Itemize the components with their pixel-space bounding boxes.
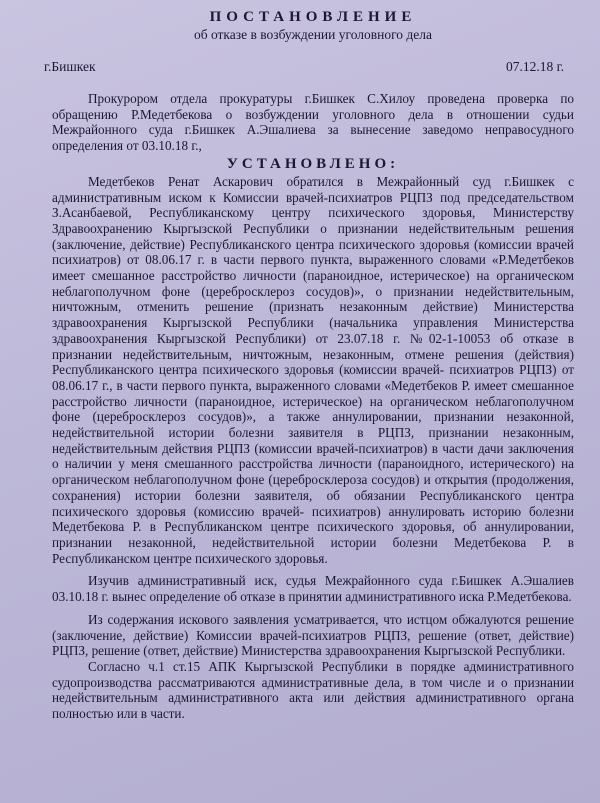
document-title: ПОСТАНОВЛЕНИЕ xyxy=(209,9,417,25)
paragraph-claim: Медетбеков Ренат Аскарович обратился в Межрайонный суд г.Бишкек с административным иском к Комиссии врачей-психиатров РЦПЗ под председательством З.Асанбаевой, Республиканскому центру психического здоровья, Министерству Здравоохранению Кыргызской Республики о признании недействительным решения (заключение, действие) Республиканского центра психического здоровья (комиссии врачей психиатров) от 08.06.17 г. в части первого пункта, выраженного словами «Р.Медетбеков имеет смешанное расстройство личности (параноидное, истерическое) на органическом неблагополучном фоне (церебросклероз сосудов)», о признании недействительным, ничтожным, отменить решение (признать незаконным действие) Министерства здравоохранения Кыргызской Республики (начальника управления Министерства здравоохранения Кыргызской Республики) от 23.07.18 г. №02-1-10053 об отказе в признании недействительным, ничтожным, незаконным, отмене решения (действия) Республиканского центра психического здоровья (комиссии врачей- психиатров РЦПЗ) от 08.06.17 г., в части первого пункта, выраженного словами «Медетбеков Р. имеет смешанное расстройство личности (параноидное, истерическое) на органическом неблагополучном фоне (церебросклероз сосудов)», а также аннулировании, признании незаконной, недействительной истории болезни заявителя в РЦПЗ, признании незаконным, недействительным действия РЦПЗ (комиссии врачей-психиатров) в части дачи заключения о наличии у меня смешанного расстройства личности (параноидного, истерического) на органическом неблагополучном фоне (церебросклероза сосудов) и открытия (продолжения, сохранения) истории болезни заявителя, об обязании Республиканского центра психического здоровья (комиссию врачей- психиатров) аннулировать историю болезни Медетбекова Р. в Республиканском центре психического здоровья, об аннулировании, признании незаконной, недействительной истории болезни Медетбекова Р. в Республиканском центре психического здоровья. xyxy=(52,173,574,566)
paragraph-law-reference: Согласно ч.1 ст.15 АПК Кыргызской Республики в порядке административного судопроизводства рассматриваются административные дела, в том числе и о признании недействительным административного акта или действия административного органа полностью или в части. xyxy=(52,658,574,722)
paragraph-ruling: Изучив административный иск, судья Межрайонного суда г.Бишкек А.Эшалиев 03.10.18 г. вынес определение об отказе в принятии административного иска Р.Медетбекова. xyxy=(52,573,574,605)
intro-paragraph: Прокурором отдела прокуратуры г.Бишкек С.Хилоу проведена проверка по обращению Р.Медетбекова о возбуждении уголовного дела в отношении судьи Межрайонного суда г.Бишкек А.Эшалиева за вынесение заведомо неправосудного определения от 03.10.18 г., xyxy=(52,91,574,154)
document-subtitle: об отказе в возбуждении уголовного дела xyxy=(193,27,433,42)
document-place: г.Бишкек xyxy=(44,59,96,74)
paragraph-claim-content: Из содержания искового заявления усматривается, что истцом обжалуются решение (заключение, действие) Комиссии врачей-психиатров РЦПЗ, решение (ответ, действие) РЦПЗ, решение (ответ, действие) Министерства здравоохранения Кыргызской Республики. xyxy=(52,611,574,659)
established-heading: УСТАНОВЛЕНО: xyxy=(226,155,400,172)
place-date-row xyxy=(44,59,574,75)
document-date: 07.12.18 г. xyxy=(505,59,564,74)
